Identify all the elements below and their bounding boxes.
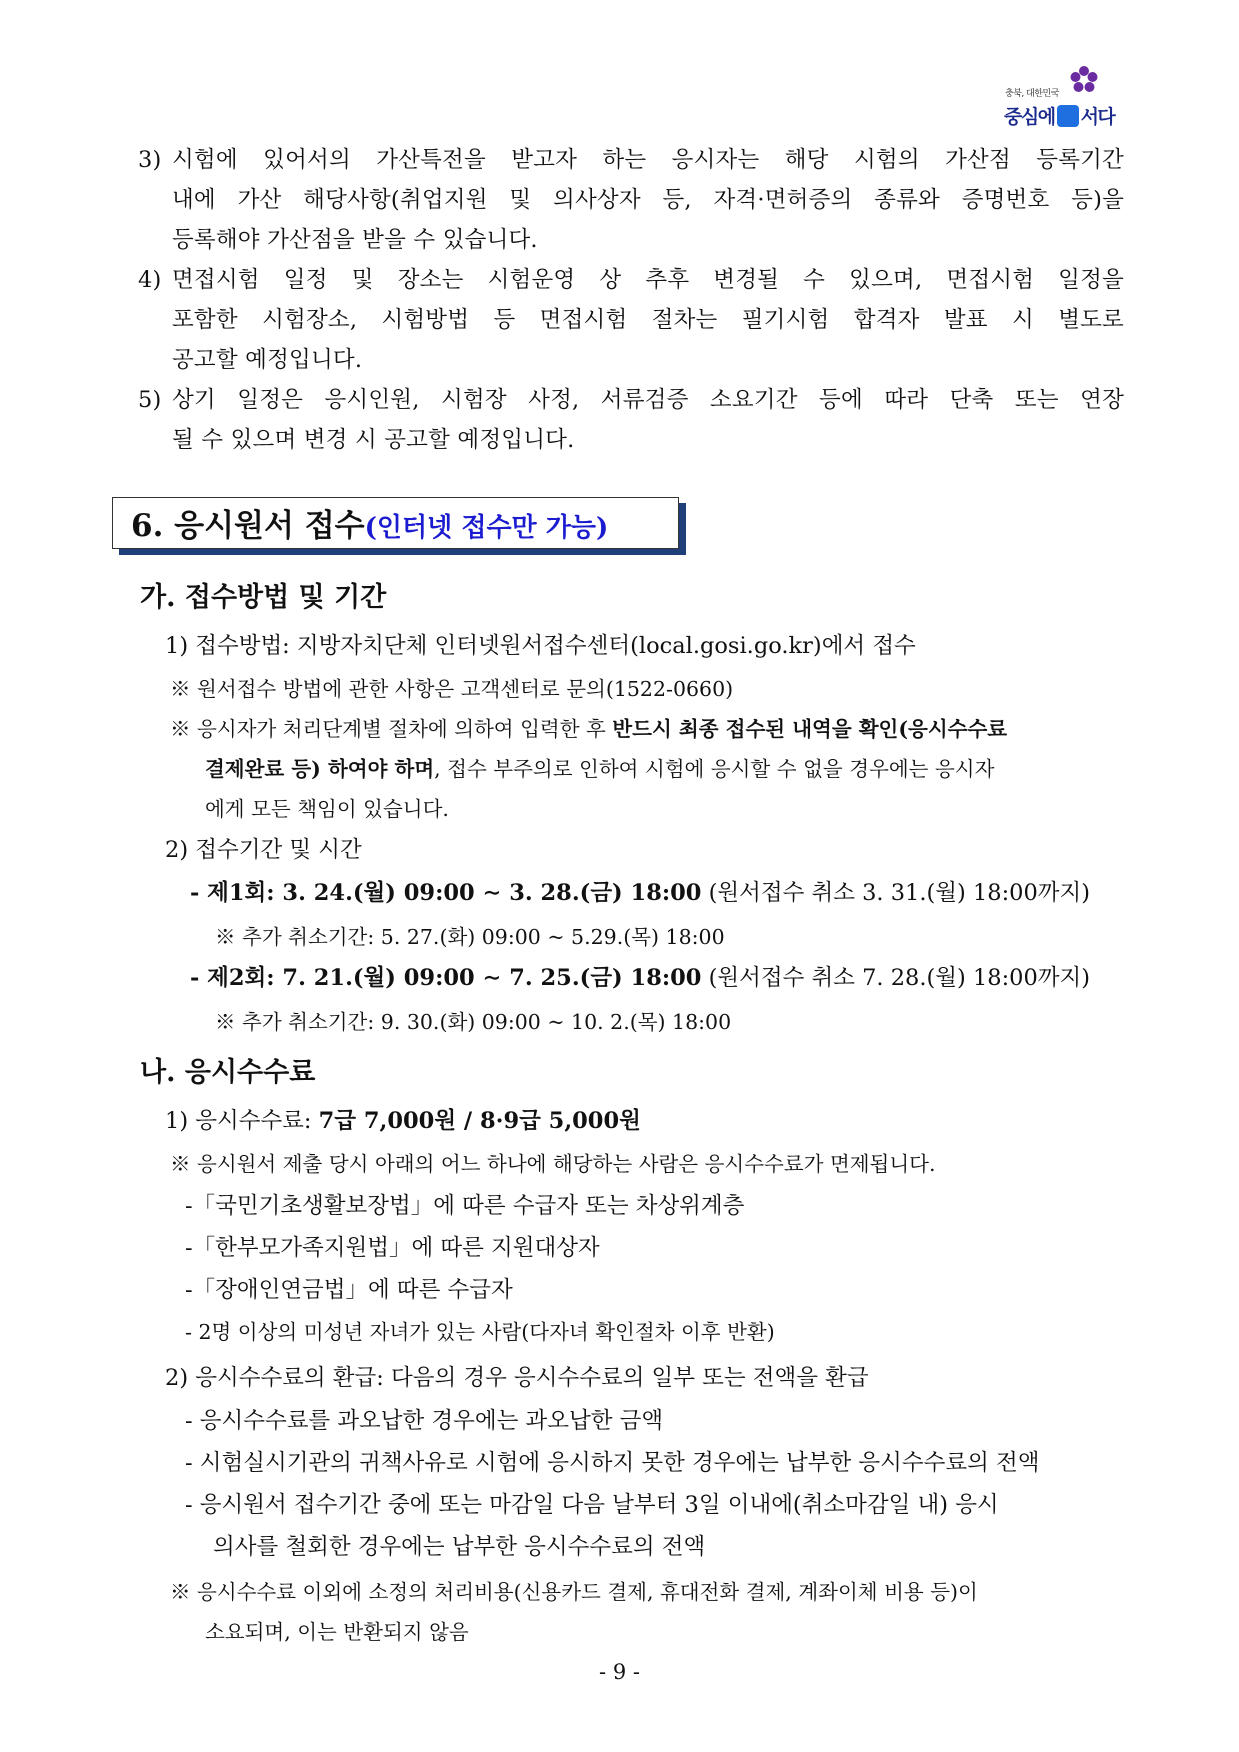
logo	[1000, 62, 1140, 128]
section-6-title-text: 6. 응시원서 접수	[131, 508, 365, 544]
flower-logo-icon	[1068, 64, 1100, 96]
round-1-dates: - 제1회: 3. 24.(월) 09:00 ∼ 3. 28.(금) 18:00	[190, 880, 702, 906]
ga-note-2-line-1	[170, 712, 1007, 742]
item-4-text	[172, 260, 1124, 380]
ga-note-2-line-3: 에게 모든 책임이 있습니다.	[205, 797, 449, 821]
round-2-schedule	[190, 960, 1090, 992]
section-6-title-box	[112, 497, 679, 549]
ga-note-2-bold: 반드시 최종 접수된 내역을 확인(응시수수료	[612, 717, 1008, 741]
item-3-text	[172, 140, 1124, 260]
item-5-line: 될 수 있으며 변경 시 공고할 예정입니다.	[172, 427, 575, 453]
ga-note-1: ※ 원서접수 방법에 관한 사항은 고객센터로 문의(1522-0660)	[170, 677, 734, 701]
section-ga-heading: 가. 접수방법 및 기간	[140, 582, 387, 613]
item-3-line: 등록해야 가산점을 받을 수 있습니다.	[172, 227, 538, 253]
section-6-title	[131, 500, 608, 545]
logo-slogan-left: 중심에	[1004, 106, 1055, 128]
item-4-number: 4)	[138, 267, 162, 293]
item-3-number: 3)	[138, 147, 162, 173]
section-na-heading: 나. 응시수수료	[140, 1057, 316, 1088]
logo-mark-icon	[1057, 105, 1079, 127]
exempt-item: - 2명 이상의 미성년 자녀가 있는 사람(다자녀 확인절차 이후 반환)	[185, 1320, 775, 1344]
item-5-number: 5)	[138, 387, 162, 413]
exempt-item: -「장애인연금법」에 따른 수급자	[185, 1277, 513, 1303]
round-2-note: ※ 추가 취소기간: 9. 30.(화) 09:00 ~ 10. 2.(목) 18:00	[215, 1010, 732, 1034]
ga-note-2-line-2	[205, 752, 994, 782]
refund-item-continued: 의사를 철회한 경우에는 납부한 응시수수료의 전액	[213, 1534, 706, 1560]
logo-small-text: 충북, 대한민국	[1005, 89, 1059, 99]
page-number: - 9 -	[599, 1660, 640, 1684]
round-1-schedule	[190, 875, 1090, 907]
ga-item-1: 1) 접수방법: 지방자치단체 인터넷원서접수센터(local.gosi.go.kr)에서 접수	[165, 633, 916, 659]
ga-note-2-bold-2: 결제완료 등) 하여야 하며	[205, 757, 435, 781]
logo-slogan	[1004, 102, 1114, 129]
exempt-item: -「한부모가족지원법」에 따른 지원대상자	[185, 1235, 600, 1261]
na-note-1: ※ 응시원서 제출 당시 아래의 어느 하나에 해당하는 사람은 응시수수료가 면제됩니다.	[170, 1152, 936, 1176]
na-item-1	[165, 1103, 641, 1135]
item-4-line: 포함한 시험장소, 시험방법 등 면접시험 절차는 필기시험 합격자 발표 시 별도로	[172, 307, 1124, 333]
item-3-line: 내에 가산 해당사항(취업지원 및 의사상자 등, 자격·면허증의 종류와 증명번호 등)을	[172, 187, 1124, 213]
na-item-1-fee: 7급 7,000원 / 8·9급 5,000원	[318, 1108, 641, 1134]
round-1-cancel: (원서접수 취소 3. 31.(월) 18:00까지)	[701, 880, 1091, 906]
section-6-subtitle: (인터넷 접수만 가능)	[364, 513, 609, 543]
exempt-item: -「국민기초생활보장법」에 따른 수급자 또는 차상위계층	[185, 1193, 745, 1219]
refund-item: - 응시원서 접수기간 중에 또는 마감일 다음 날부터 3일 이내에(취소마감일 내) 응시	[185, 1492, 999, 1518]
logo-slogan-right: 서다	[1080, 106, 1115, 128]
item-4-line: 공고할 예정입니다.	[172, 347, 363, 373]
refund-item: - 시험실시기관의 귀책사유로 시험에 응시하지 못한 경우에는 납부한 응시수수료의 전액	[185, 1450, 1040, 1476]
ga-note-2-text: ※ 응시자가 처리단계별 절차에 의하여 입력한 후	[170, 717, 613, 741]
na-item-2: 2) 응시수수료의 환급: 다음의 경우 응시수수료의 일부 또는 전액을 환급	[165, 1365, 869, 1391]
item-5-text	[172, 380, 1124, 460]
ga-note-2-text-2: , 접수 부주의로 인하여 시험에 응시할 수 없을 경우에는 응시자	[434, 757, 995, 781]
item-5-line: 상기 일정은 응시인원, 시험장 사정, 서류검증 소요기간 등에 따라 단축 또는 연장	[172, 387, 1124, 413]
round-2-dates: - 제2회: 7. 21.(월) 09:00 ∼ 7. 25.(금) 18:00	[190, 965, 702, 991]
na-note-2-line-2: 소요되며, 이는 반환되지 않음	[205, 1620, 469, 1644]
item-3-line: 시험에 있어서의 가산특전을 받고자 하는 응시자는 해당 시험의 가산점 등록기간	[172, 147, 1124, 173]
ga-item-2: 2) 접수기간 및 시간	[165, 837, 362, 863]
item-4-line: 면접시험 일정 및 장소는 시험운영 상 추후 변경될 수 있으며, 면접시험 일정을	[172, 267, 1124, 293]
round-1-note: ※ 추가 취소기간: 5. 27.(화) 09:00 ~ 5.29.(목) 18:00	[215, 925, 725, 949]
na-note-2-line-1: ※ 응시수수료 이외에 소정의 처리비용(신용카드 결제, 휴대전화 결제, 계좌이체 비용 등)이	[170, 1580, 978, 1604]
refund-item: - 응시수수료를 과오납한 경우에는 과오납한 금액	[185, 1408, 664, 1434]
round-2-cancel: (원서접수 취소 7. 28.(월) 18:00까지)	[701, 965, 1091, 991]
na-item-1-label: 1) 응시수수료:	[165, 1108, 319, 1134]
